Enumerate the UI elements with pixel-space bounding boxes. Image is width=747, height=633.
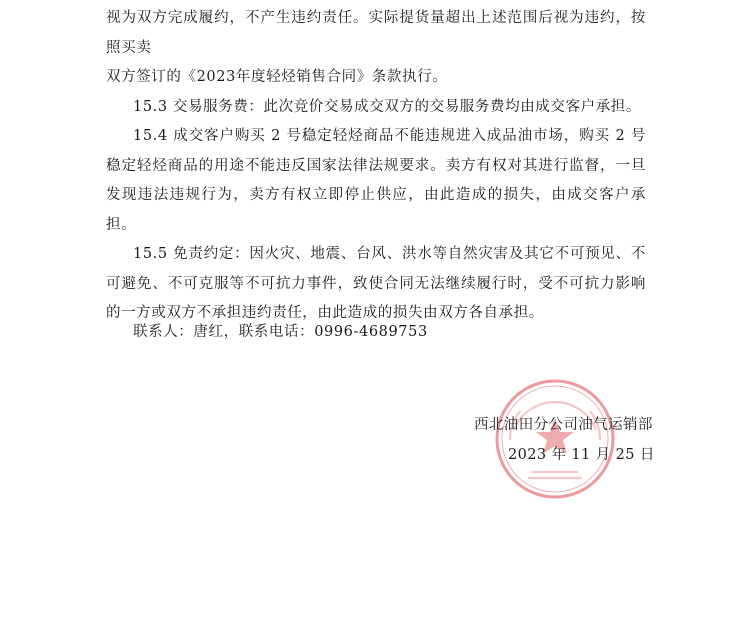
paragraph-continuation bbox=[106, 4, 646, 93]
signature-block bbox=[474, 410, 655, 470]
contact-line: 联系人：唐红，联系电话：0996-4689753 bbox=[133, 324, 428, 340]
paragraph-continuation-line-1: 视为双方完成履约，不产生违约责任。实际提货量超出上述范围后视为违约，按照买卖 bbox=[106, 10, 646, 56]
clause-15-4: 15.4 成交客户购买 2 号稳定轻烃商品不能违规进入成品油市场，购买 2 号稳定轻烃商品的用途不能违反国家法律法规要求。卖方有权对其进行监督，一旦发现违法违规行为，卖方有权立即停止供应，由此造成的损失，由成交客户承担。 bbox=[106, 128, 646, 233]
clause-15-3: 15.3 交易服务费：此次竞价交易成交双方的交易服务费均由成交客户承担。 bbox=[133, 98, 641, 115]
signature-date: 2023 年 11 月 25 日 bbox=[508, 447, 655, 463]
document-body bbox=[106, 4, 646, 329]
paragraph-continuation-line-2: 双方签订的《2023年度轻烃销售合同》条款执行。 bbox=[106, 69, 448, 85]
clause-15-5: 15.5 免责约定：因火灾、地震、台风、洪水等自然灾害及其它不可预见、不可避免、不可克服等不可抗力事件，致使合同无法继续履行时，受不可抗力影响的一方或双方不承担违约责任，由此造成的损失由双方各自承担。 bbox=[106, 246, 646, 321]
signature-org: 西北油田分公司油气运销部 bbox=[474, 417, 653, 433]
